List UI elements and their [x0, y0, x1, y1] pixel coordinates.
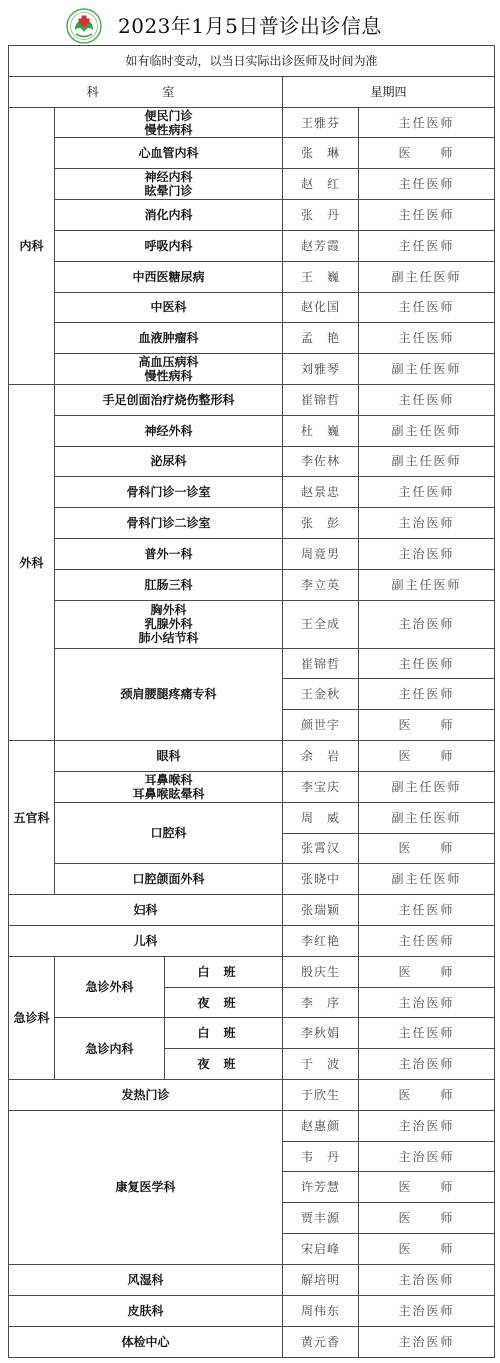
title-cell: 主治医师 — [359, 508, 495, 539]
title-cell: 医 师 — [359, 956, 495, 987]
doctor-cell: 黄元香 — [283, 1326, 359, 1357]
doctor-cell: 张 丹 — [283, 200, 359, 231]
title-cell: 副主任医师 — [359, 446, 495, 477]
title-cell: 主任医师 — [359, 292, 495, 323]
title-cell: 医 师 — [359, 833, 495, 864]
doctor-cell: 于 波 — [283, 1049, 359, 1080]
title-cell: 主任医师 — [359, 384, 495, 415]
dept-cell: 妇科 — [9, 895, 283, 926]
table-row — [9, 169, 495, 200]
dept-cell: 皮肤科 — [9, 1295, 283, 1326]
dept-cell: 神经内科 眩晕门诊 — [55, 169, 283, 200]
dept-cell: 便民门诊 慢性病科 — [55, 107, 283, 138]
table-row — [9, 1110, 495, 1141]
dept-cell: 口腔科 — [55, 802, 283, 864]
doctor-cell: 殷庆生 — [283, 956, 359, 987]
table-row — [9, 569, 495, 600]
table-row — [9, 600, 495, 648]
doctor-cell: 张晓中 — [283, 864, 359, 895]
title-cell: 医 师 — [359, 1080, 495, 1111]
title-cell: 主治医师 — [359, 1264, 495, 1295]
table-row — [9, 200, 495, 231]
shift-cell: 白班 — [165, 1018, 283, 1049]
title-cell: 医 师 — [359, 741, 495, 772]
doctor-cell: 张瑞颖 — [283, 895, 359, 926]
table-row — [9, 230, 495, 261]
title-cell: 副主任医师 — [359, 802, 495, 833]
dept-cell: 颈肩腰腿疼痛专科 — [55, 648, 283, 740]
dept-cell: 急诊外科 — [55, 956, 165, 1018]
doctor-cell: 李 序 — [283, 987, 359, 1018]
dept-cell: 风湿科 — [9, 1264, 283, 1295]
dept-cell: 心血管内科 — [55, 138, 283, 169]
doctor-cell: 贾丰源 — [283, 1203, 359, 1234]
dept-cell: 高血压病科 慢性病科 — [55, 354, 283, 385]
shift-cell: 夜班 — [165, 1049, 283, 1080]
dept-cell: 泌尿科 — [55, 446, 283, 477]
title-cell: 主任医师 — [359, 323, 495, 354]
table-row — [9, 107, 495, 138]
title-cell: 副主任医师 — [359, 771, 495, 802]
table-row — [9, 323, 495, 354]
doctor-cell: 周 威 — [283, 802, 359, 833]
doctor-cell: 孟 艳 — [283, 323, 359, 354]
title-cell: 主治医师 — [359, 1141, 495, 1172]
doctor-cell: 于欣生 — [283, 1080, 359, 1111]
group-neike: 内科 — [9, 107, 55, 384]
table-row — [9, 956, 495, 987]
title-cell: 主治医师 — [359, 539, 495, 570]
dept-cell: 口腔颌面外科 — [55, 864, 283, 895]
title-cell: 副主任医师 — [359, 261, 495, 292]
doctor-cell: 李宝庆 — [283, 771, 359, 802]
table-row — [9, 415, 495, 446]
doctor-cell: 赵芳霞 — [283, 230, 359, 261]
title-cell: 主任医师 — [359, 107, 495, 138]
dept-cell: 儿科 — [9, 925, 283, 956]
doctor-cell: 余 岩 — [283, 741, 359, 772]
table-row — [9, 508, 495, 539]
table-row — [9, 384, 495, 415]
dept-cell: 中西医糖尿病 — [55, 261, 283, 292]
title-cell: 主治医师 — [359, 600, 495, 648]
table-row — [9, 1018, 495, 1049]
title-cell: 主治医师 — [359, 1295, 495, 1326]
title-cell: 主任医师 — [359, 895, 495, 926]
doctor-cell: 杜 巍 — [283, 415, 359, 446]
doctor-cell: 李红艳 — [283, 925, 359, 956]
doctor-cell: 赵景忠 — [283, 477, 359, 508]
dept-cell: 眼科 — [55, 741, 283, 772]
doctor-cell: 刘雅琴 — [283, 354, 359, 385]
dept-cell: 神经外科 — [55, 415, 283, 446]
title-cell: 医 师 — [359, 138, 495, 169]
dept-cell: 骨科门诊二诊室 — [55, 508, 283, 539]
title-cell: 主任医师 — [359, 477, 495, 508]
dept-cell: 康复医学科 — [9, 1110, 283, 1264]
dept-cell: 耳鼻喉科 耳鼻喉眩晕科 — [55, 771, 283, 802]
group-jizhen: 急诊科 — [9, 956, 55, 1079]
dept-cell: 手足创面治疗烧伤整形科 — [55, 384, 283, 415]
title-cell: 副主任医师 — [359, 569, 495, 600]
doctor-cell: 崔锦哲 — [283, 648, 359, 679]
table-row — [9, 1080, 495, 1111]
title-cell: 主任医师 — [359, 925, 495, 956]
doctor-cell: 王 巍 — [283, 261, 359, 292]
table-row — [9, 446, 495, 477]
doctor-cell: 王雅芬 — [283, 107, 359, 138]
shift-cell: 白班 — [165, 956, 283, 987]
doctor-cell: 赵惠颜 — [283, 1110, 359, 1141]
dept-cell: 体检中心 — [9, 1326, 283, 1357]
doctor-cell: 李秋娟 — [283, 1018, 359, 1049]
notice-row — [9, 46, 495, 77]
title-cell: 主治医师 — [359, 1326, 495, 1357]
dept-cell: 发热门诊 — [9, 1080, 283, 1111]
table-row — [9, 292, 495, 323]
doctor-cell: 张 彭 — [283, 508, 359, 539]
page-header — [0, 0, 500, 45]
doctor-cell: 许芳慧 — [283, 1172, 359, 1203]
title-cell: 副主任医师 — [359, 864, 495, 895]
doctor-cell: 韦 丹 — [283, 1141, 359, 1172]
page-title: 2023年1月5日普诊出诊信息 — [118, 14, 382, 38]
dept-cell: 骨科门诊一诊室 — [55, 477, 283, 508]
title-cell: 主治医师 — [359, 987, 495, 1018]
dept-cell: 胸外科 乳腺外科 肺小结节科 — [55, 600, 283, 648]
group-wuguan: 五官科 — [9, 741, 55, 895]
doctor-cell: 李佐林 — [283, 446, 359, 477]
title-cell: 副主任医师 — [359, 415, 495, 446]
table-row — [9, 539, 495, 570]
title-cell: 主任医师 — [359, 200, 495, 231]
doctor-cell: 王金秋 — [283, 679, 359, 710]
table-row — [9, 1295, 495, 1326]
title-cell: 主任医师 — [359, 1018, 495, 1049]
doctor-cell: 解培明 — [283, 1264, 359, 1295]
dept-cell: 呼吸内科 — [55, 230, 283, 261]
header-day: 星期四 — [283, 76, 495, 107]
doctor-cell: 颜世宇 — [283, 710, 359, 741]
doctor-cell: 王全成 — [283, 600, 359, 648]
dept-cell: 肛肠三科 — [55, 569, 283, 600]
doctor-cell: 崔锦哲 — [283, 384, 359, 415]
dept-cell: 消化内科 — [55, 200, 283, 231]
doctor-cell: 李立英 — [283, 569, 359, 600]
dept-cell: 血液肿瘤科 — [55, 323, 283, 354]
dept-cell: 普外一科 — [55, 539, 283, 570]
dept-cell: 急诊内科 — [55, 1018, 165, 1080]
table-row — [9, 895, 495, 926]
title-cell: 主治医师 — [359, 1049, 495, 1080]
doctor-cell: 宋启峰 — [283, 1234, 359, 1265]
title-cell: 主任医师 — [359, 230, 495, 261]
table-row — [9, 261, 495, 292]
title-cell: 医 师 — [359, 1203, 495, 1234]
doctor-cell: 张霄汉 — [283, 833, 359, 864]
title-cell: 主治医师 — [359, 1110, 495, 1141]
dept-cell: 中医科 — [55, 292, 283, 323]
table-row — [9, 1264, 495, 1295]
title-cell: 主任医师 — [359, 169, 495, 200]
header-dept: 科 室 — [9, 76, 283, 107]
title-cell: 医 师 — [359, 710, 495, 741]
title-cell: 医 师 — [359, 1234, 495, 1265]
title-cell: 副主任医师 — [359, 354, 495, 385]
shift-cell: 夜班 — [165, 987, 283, 1018]
title-cell: 医 师 — [359, 1172, 495, 1203]
table-row — [9, 648, 495, 679]
table-header-row — [9, 76, 495, 107]
table-row — [9, 741, 495, 772]
hospital-logo-icon — [66, 8, 102, 44]
table-row — [9, 864, 495, 895]
table-row — [9, 771, 495, 802]
doctor-cell: 赵化国 — [283, 292, 359, 323]
doctor-cell: 周伟东 — [283, 1295, 359, 1326]
doctor-cell: 赵 红 — [283, 169, 359, 200]
schedule-table — [8, 45, 495, 1358]
title-cell: 主任医师 — [359, 648, 495, 679]
table-row — [9, 802, 495, 833]
table-row — [9, 1326, 495, 1357]
table-row — [9, 477, 495, 508]
table-row — [9, 138, 495, 169]
title-cell: 主任医师 — [359, 679, 495, 710]
table-row — [9, 354, 495, 385]
notice-text: 如有临时变动，以当日实际出诊医师及时间为准 — [9, 46, 495, 77]
doctor-cell: 周竟男 — [283, 539, 359, 570]
doctor-cell: 张 琳 — [283, 138, 359, 169]
table-row — [9, 925, 495, 956]
group-waike: 外科 — [9, 384, 55, 740]
